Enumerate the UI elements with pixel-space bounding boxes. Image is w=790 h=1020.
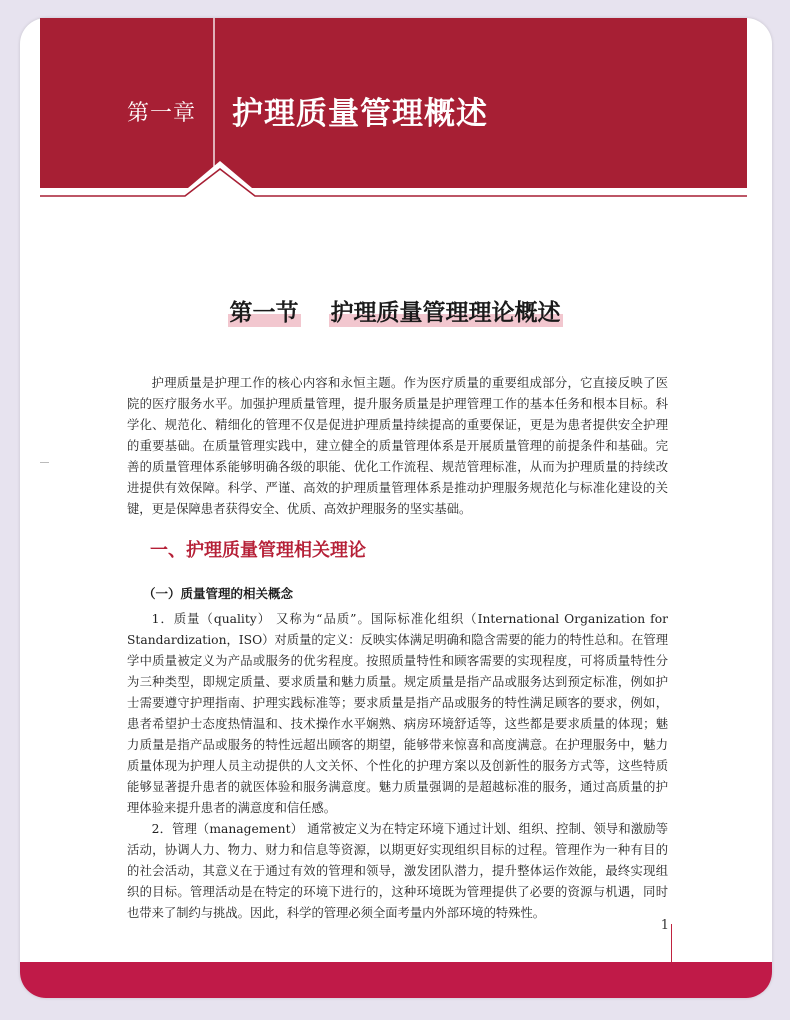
chapter-header-band <box>40 18 747 216</box>
intro-paragraph: 护理质量是护理工作的核心内容和永恒主题。作为医疗质量的重要组成部分，它直接反映了医院的医疗服务水平。加强护理质量管理，提升服务质量是护理管理工作的基本任务和根本目标。科学化、规范化、精细化的管理不仅是促进护理质量持续提高的重要保证，更是为患者提供安全护理的重要基础。在质量管理实践中，建立健全的质量管理体系是开展质量管理的前提条件和基础。完善的质量管理体系能够明确各级的职能、优化工作流程、规范管理标准，从而为护理质量的持续改进提供有效保障。科学、严谨、高效的护理质量管理体系是推动护理服务规范化与标准化建设的关键，更是保障患者获得安全、优质、高效护理服务的坚实基础。 <box>127 376 668 516</box>
paragraph-quality: 1．质量（quality） 又称为“品质”。国际标准化组织（International Organization for Standardization，ISO）对质量的定义：反映实体满足明确和隐含需要的能力的特性总和。在管理学中质量被定义为产品或服务的优劣程度。按照质量特性和顾客需要的实现程度，可将质量特性分为三种类型，即规定质量、要求质量和魅力质量。规定质量是指产品或服务达到预定标准，例如护士需要遵守护理指南、护理实践标准等；要求质量是指产品或服务的特性满足顾客的要求，例如，患者希望护士态度热情温和、技术操作水平娴熟、病房环境舒适等，这些都是要求质量的体现；魅力质量是指产品或服务的特性远超出顾客的期望，能够带来惊喜和高度满意。在护理服务中，魅力质量体现为护理人员主动提供的人文关怀、个性化的护理方案以及创新性的服务方式等，这些特质能够显著提升患者的就医体验和服务满意度。魅力质量强调的是超越标准的服务，通过高质量的护理体验来提升患者的满意度和信任感。 <box>127 612 668 815</box>
paragraph-management: 2．管理（management） 通常被定义为在特定环境下通过计划、组织、控制、领导和激励等活动，协调人力、物力、财力和信息等资源，以期更好实现组织目标的过程。管理作为一种有目的的社会活动，其意义在于通过有效的管理和领导，激发团队潜力，提升整体运作效能，最终实现组织的目标。管理活动是在特定的环境下进行的，这种环境既为管理提供了必要的资源与机遇，同时也带来了制约与挑战。因此，科学的管理必须全面考量内外部环境的特殊性。 <box>127 822 668 920</box>
chapter-label: 第一章 <box>127 101 197 126</box>
section-title <box>0 294 790 327</box>
chapter-title: 护理质量管理概述 <box>232 96 488 132</box>
concepts-block <box>127 609 668 924</box>
section-name: 护理质量管理理论概述 <box>329 294 563 327</box>
page-number: 1 <box>660 918 669 933</box>
page-number-rule <box>671 924 672 964</box>
intro-block <box>127 373 668 520</box>
footer-band <box>20 962 772 998</box>
heading-level2: （一）质量管理的相关概念 <box>143 586 294 601</box>
margin-tick <box>40 462 49 463</box>
heading-level1: 一、护理质量管理相关理论 <box>150 540 366 561</box>
section-number: 第一节 <box>228 294 301 327</box>
